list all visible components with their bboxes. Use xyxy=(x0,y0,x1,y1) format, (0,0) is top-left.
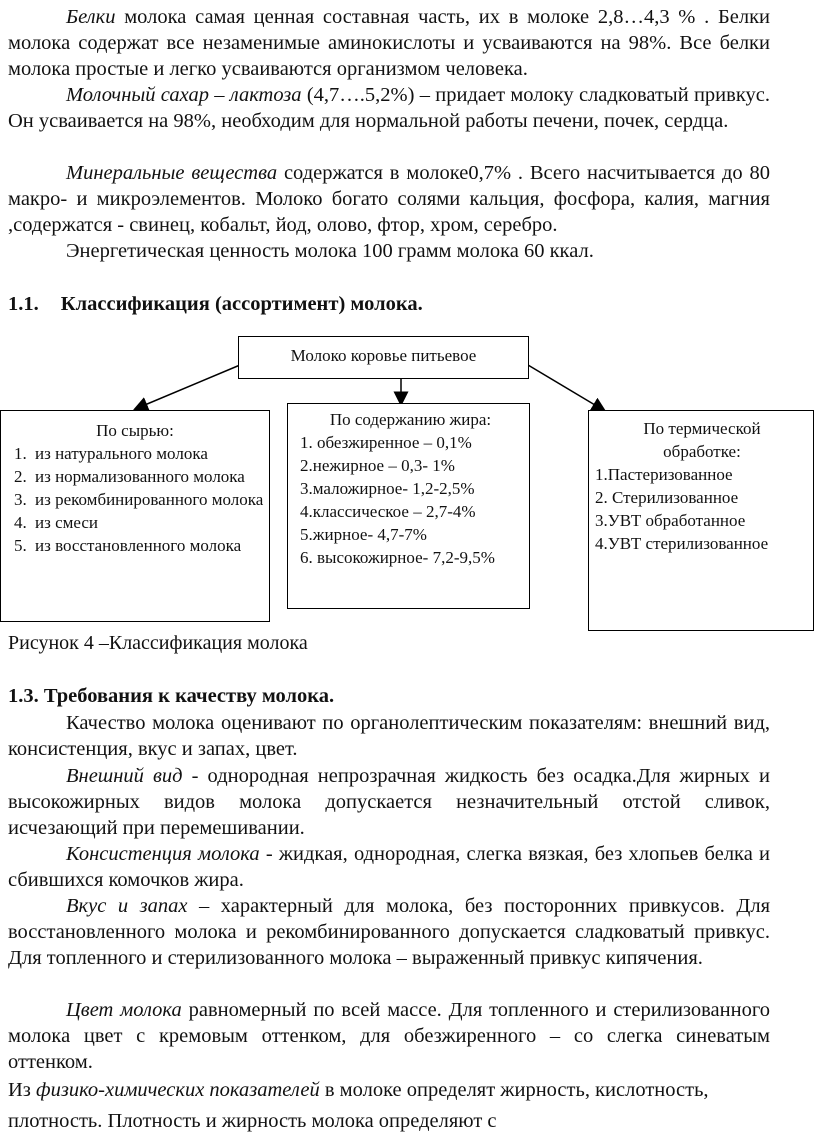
diagram-box-fat-content xyxy=(287,403,530,609)
paragraph-appearance xyxy=(8,763,770,841)
paragraph-color xyxy=(8,997,770,1075)
diagram-root-label: Молоко коровье питьевое xyxy=(290,346,477,365)
list-item: 3. из рекомбинированного молока xyxy=(31,488,269,511)
text-consistency: - жидкая, однородная, слегка вязкая, без хлопьев белка и сбившихся комочков жира. xyxy=(8,843,770,891)
section-number: 1.1. xyxy=(8,293,39,315)
list-item: 2.нежирное – 0,3- 1% xyxy=(300,456,455,475)
section-heading-quality: 1.3. Требования к качеству молока. xyxy=(8,685,335,707)
arrow-to-raw-box xyxy=(140,365,240,407)
paragraph-physchem xyxy=(8,1075,770,1137)
list-item: 5. из восстановленного молока xyxy=(31,534,269,557)
list-item: 2. из нормализованного молока xyxy=(31,465,269,488)
list-item: 1. обезжиренное – 0,1% xyxy=(300,433,472,452)
paragraph-quality xyxy=(8,710,770,762)
list-item: 3.маложирное- 1,2-2,5% xyxy=(300,479,475,498)
section-title: Классификация (ассортимент) молока. xyxy=(60,293,423,315)
text-physchem-prefix: Из xyxy=(8,1079,37,1101)
box-fat-title: По содержанию жира: xyxy=(329,410,492,429)
term-minerals: Минеральные вещества xyxy=(66,162,278,184)
text-color: равномерный по всей массе. Для топленного и стерилизованного молока цвет с кремовым оттенком, для обезжиренного – со слегка синеватым оттенком. xyxy=(8,999,770,1073)
list-item: 1. из натурального молока xyxy=(31,442,269,465)
term-proteins: Белки xyxy=(66,6,116,28)
figure-caption: Рисунок 4 –Классификация молока xyxy=(8,632,308,654)
list-item: 5.жирное- 4,7-7% xyxy=(300,525,427,544)
diagram-box-heat-treatment xyxy=(588,410,814,631)
list-item: 4. из смеси xyxy=(31,511,269,534)
box-raw-list xyxy=(1,442,269,557)
diagram-box-raw-material xyxy=(0,410,270,622)
list-item: 1.Пастеризованное xyxy=(595,465,733,484)
list-item: 2. Стерилизованное xyxy=(595,488,739,507)
text-physchem: в молоке определят жирность, кислотность, плотность. Плотность и жирность молока определяют с xyxy=(8,1079,709,1132)
list-item: 4.классическое – 2,7-4% xyxy=(300,502,476,521)
text-taste: – характерный для молока, без посторонних привкусов. Для восстановленного молока и рекомбинированного допускается сладковатый привкус. Для топленного и стерилизованного молока – выраженный привкус кипячения. xyxy=(8,895,770,969)
list-item: 6. высокожирное- 7,2-9,5% xyxy=(300,548,495,567)
term-lactose: Молочный сахар – лактоза xyxy=(66,84,302,106)
box-heat-title: По термической обработке: xyxy=(643,419,761,461)
text-minerals: содержатся в молоке0,7% . Всего насчитывается до 80 макро- и микроэлементов. Молоко богато солями кальция, фосфора, калия, магния ,содержатся - свинец, кобальт, йод, олово, фтор, хром, серебро. xyxy=(8,162,770,236)
term-taste: Вкус и запах xyxy=(66,895,188,917)
arrow-to-heat-box xyxy=(528,365,600,408)
paragraph-taste xyxy=(8,893,770,971)
term-physchem: физико-химических показателей xyxy=(36,1079,320,1101)
term-consistency: Консистенция молока xyxy=(66,843,260,865)
term-appearance: Внешний вид xyxy=(66,765,183,787)
text-quality: Качество молока оценивают по органолептическим показателям: внешний вид, консистенция, вкус и запах, цвет. xyxy=(8,712,770,760)
paragraph-consistency xyxy=(8,841,770,893)
diagram-root-box xyxy=(238,336,529,379)
text-proteins: молока самая ценная составная часть, их в молоке 2,8…4,3 % . Белки молока содержат все незаменимые аминокислоты и усваиваются на 98%. Все белки молока простые и легко усваиваются организмом человека. xyxy=(8,6,770,80)
box-raw-title: По сырью: xyxy=(96,421,174,440)
text-lactose: (4,7….5,2%) – придает молоку сладковатый привкус. Он усваивается на 98%, необходим для нормальной работы печени, почек, сердца. xyxy=(8,84,770,132)
text-appearance: - однородная непрозрачная жидкость без осадка.Для жирных и высокожирных видов молока допускается незначительный отстой сливок, исчезающий при перемешивании. xyxy=(8,765,770,839)
term-color: Цвет молока xyxy=(66,999,182,1021)
list-item: 4.УВТ стерилизованное xyxy=(595,534,769,553)
list-item: 3.УВТ обработанное xyxy=(595,511,746,530)
text-energy: Энергетическая ценность молока 100 грамм молока 60 ккал. xyxy=(66,240,594,262)
